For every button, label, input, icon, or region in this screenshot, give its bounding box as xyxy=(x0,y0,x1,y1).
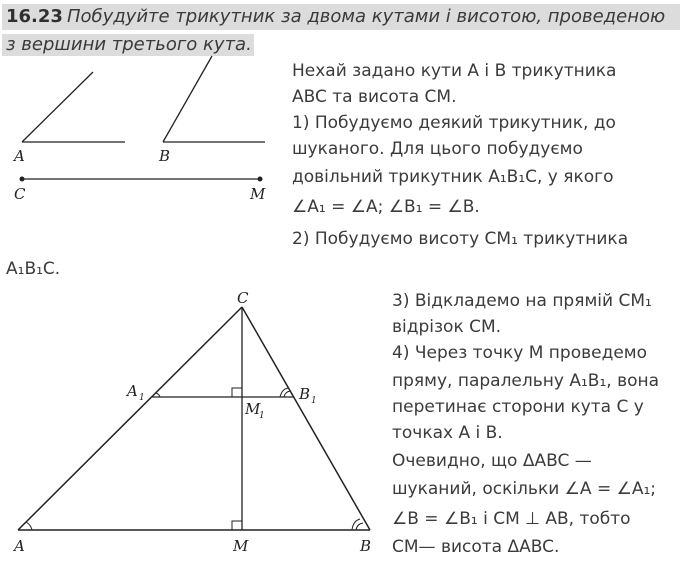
text-line: 2) Побудуємо висоту CM₁ трикутника xyxy=(292,229,629,249)
given-figures xyxy=(0,50,290,203)
text-line: CM— висота ΔABC. xyxy=(392,537,560,557)
label-m1: M xyxy=(245,400,261,418)
text-line: ∠B = ∠B₁ і CM ⊥ AB, тобто xyxy=(392,509,631,529)
triangle-diagram xyxy=(0,290,385,560)
label-b1: B xyxy=(299,385,311,403)
text-line: довільний трикутник A₁B₁C, у якого xyxy=(292,167,614,187)
label-a1-sub: 1 xyxy=(139,393,145,403)
label-b: B xyxy=(360,537,372,555)
point-m xyxy=(258,177,263,182)
text-line: Нехай задано кути A і B трикутника xyxy=(292,61,617,81)
problem-number: 16.23 xyxy=(6,6,63,27)
text-line: шуканий, оскільки ∠A = ∠A₁; xyxy=(392,479,656,499)
text-line: ABC та висота CM. xyxy=(292,87,457,107)
angle-mark-a xyxy=(26,522,32,530)
problem-title-line-1 xyxy=(6,6,665,28)
problem-title-text-1: Побудуйте трикутник за двома кутами і висотою, проведеною xyxy=(66,6,666,27)
text-line: перетинає сторони кута C у xyxy=(392,397,644,417)
right-angle-m1 xyxy=(232,388,242,397)
text-line: відрізок CM. xyxy=(392,317,502,337)
label-point-m: M xyxy=(250,185,266,203)
point-c xyxy=(20,177,25,182)
problem-title-line-2: з вершини третього кута. xyxy=(6,34,252,55)
label-angle-b: B xyxy=(159,147,171,165)
text-line: 3) Відкладемо на прямій CM₁ xyxy=(392,291,652,311)
label-a: A xyxy=(14,537,25,555)
side-ca xyxy=(18,307,242,530)
angle-mark-b-2 xyxy=(356,523,363,530)
text-line: точках A і B. xyxy=(392,423,503,443)
text-line: ∠A₁ = ∠A; ∠B₁ = ∠B. xyxy=(292,197,480,217)
text-line: 1) Побудуємо деякий трикутник, до xyxy=(292,113,616,133)
label-m: M xyxy=(233,537,249,555)
label-point-c: C xyxy=(14,185,26,203)
label-m1-sub: 1 xyxy=(259,411,265,421)
angle-mark-b1-2 xyxy=(284,391,290,397)
text-line-full: A₁B₁C. xyxy=(6,259,61,279)
label-angle-a: A xyxy=(14,147,25,165)
text-line: пряму, паралельну A₁B₁, вона xyxy=(392,371,660,391)
text-line: 4) Через точку M проведемо xyxy=(392,343,648,363)
text-line: Очевидно, що ΔABC — xyxy=(392,451,592,471)
right-angle-m xyxy=(232,521,242,530)
angle-a-ray xyxy=(22,72,93,142)
angle-b-ray xyxy=(163,56,212,142)
label-c: C xyxy=(237,289,249,307)
text-line: шуканого. Для цього побудуємо xyxy=(292,139,583,159)
label-a1: A xyxy=(127,382,138,400)
label-b1-sub: 1 xyxy=(311,396,317,406)
